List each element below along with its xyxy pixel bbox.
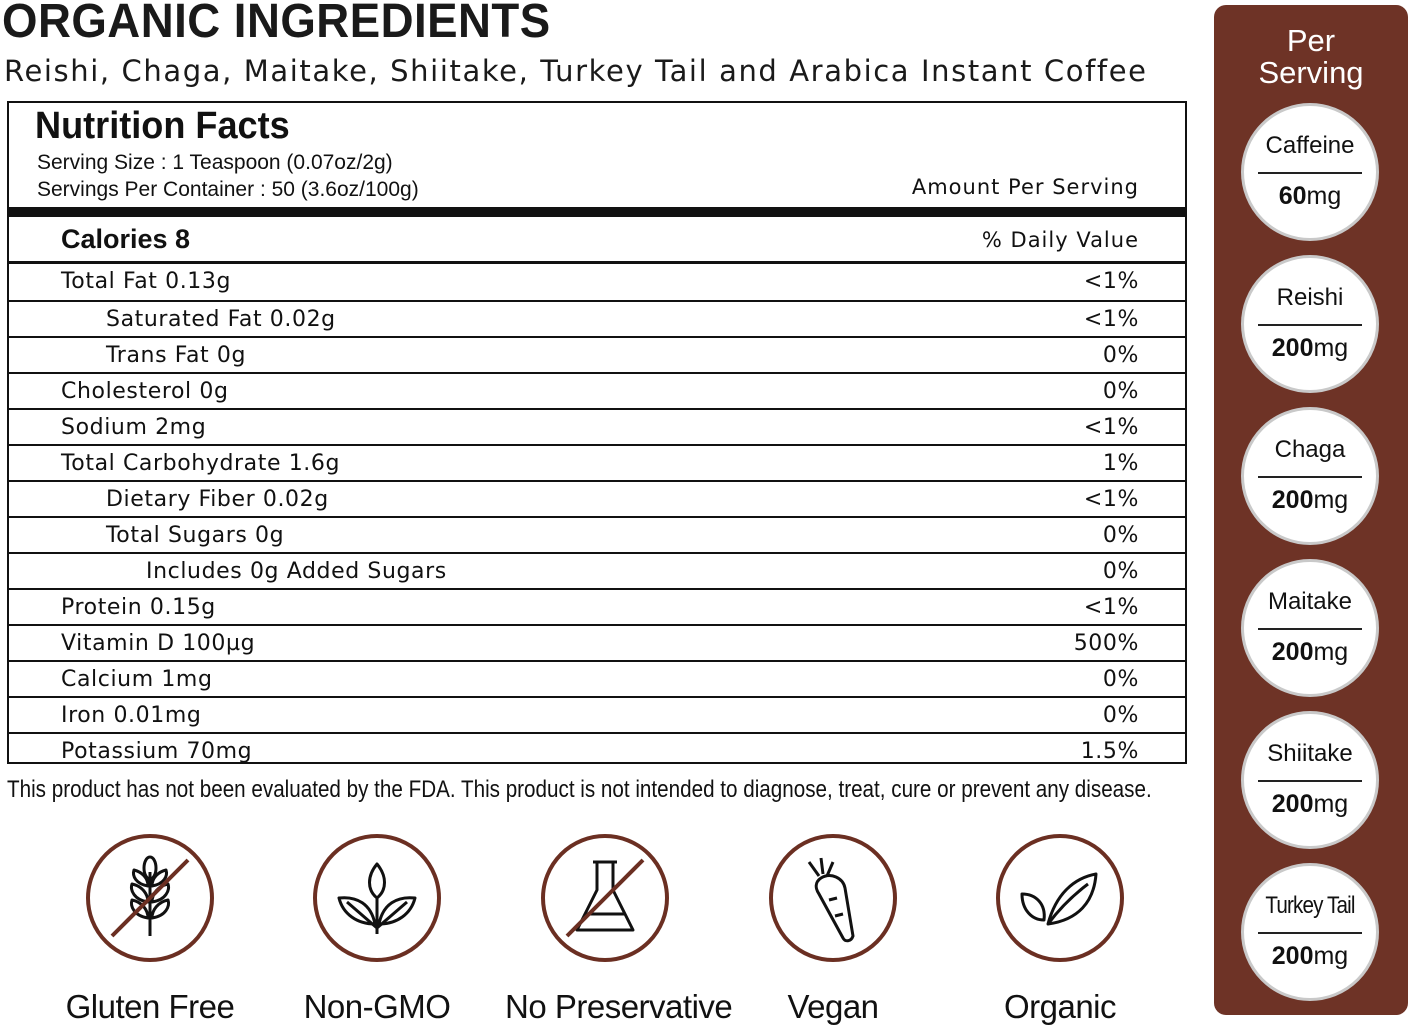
coin-divider [1258,780,1362,782]
nutrition-facts-panel [7,101,1187,764]
amount-unit: mg [1313,486,1349,514]
ingredient-amount [1244,638,1376,667]
amount-value: 200 [1271,942,1314,970]
page-title: ORGANIC INGREDIENTS [2,0,551,48]
per-serving-heading-line1: Per [1286,23,1336,58]
ingredient-coin [1241,407,1379,545]
per-serving-heading-line2: Serving [1258,55,1364,90]
nutrient-label: Dietary Fiber 0.02g [106,487,329,512]
nutrient-label: Iron 0.01mg [61,703,202,728]
badge-vegan [733,834,933,1026]
ingredients-subtitle: Reishi, Chaga, Maitake, Shiitake, Turkey Tail and Arabica Instant Coffee [4,54,1148,88]
ingredient-coin [1241,559,1379,697]
nutrient-label: Includes 0g Added Sugars [146,559,447,584]
amount-unit: mg [1313,790,1349,818]
nutrient-row [9,480,1185,516]
nutrient-daily-value: 500% [1073,631,1139,656]
amount-unit: mg [1313,942,1349,970]
nutrient-label: Saturated Fat 0.02g [106,307,336,332]
nutrient-label: Sodium 2mg [61,415,207,440]
coin-divider [1258,476,1362,478]
nutrient-row [9,624,1185,660]
serving-size: Serving Size : 1 Teaspoon (0.07oz/2g) [37,151,393,174]
nutrient-daily-value: <1% [1083,595,1139,620]
thick-divider [9,207,1185,217]
organic-leaf-icon [1000,838,1120,958]
amount-value: 200 [1271,638,1314,666]
ingredient-amount [1244,334,1376,363]
badge-label: No Preservative [505,988,733,1025]
nutrient-label: Potassium 70mg [61,739,253,764]
fda-disclaimer: This product has not been evaluated by the FDA. This product is not intended to diagnose, treat, cure or prevent any disease. [7,776,1152,803]
per-serving-panel [1214,5,1408,1015]
servings-per-container: Servings Per Container : 50 (3.6oz/100g) [37,178,419,201]
nutrient-table [9,264,1185,768]
nutrient-daily-value: 0% [1102,343,1139,368]
ingredient-name: Turkey Tail [1265,892,1355,919]
nutrient-daily-value: 1.5% [1080,739,1139,764]
ingredient-amount [1244,942,1376,971]
nutrient-label: Cholesterol 0g [61,379,229,404]
nutrient-daily-value: <1% [1083,415,1139,440]
nutrient-label: Calcium 1mg [61,667,213,692]
nutrient-row [9,660,1185,696]
nutrient-row [9,444,1185,480]
badge-label: Non-GMO [303,988,451,1025]
nutrient-row [9,408,1185,444]
badge-organic [960,834,1160,1026]
amount-value: 60 [1278,182,1307,210]
badge-label: Gluten Free [65,988,235,1025]
nutrient-daily-value: 0% [1102,379,1139,404]
coin-divider [1258,172,1362,174]
nutrient-row [9,588,1185,624]
nutrient-daily-value: 0% [1102,667,1139,692]
ingredient-amount [1244,182,1376,211]
ingredient-coin [1241,103,1379,241]
coin-divider [1258,628,1362,630]
nutrient-row [9,264,1185,300]
amount-unit: mg [1306,182,1342,210]
nutrient-label: Protein 0.15g [61,595,216,620]
amount-value: 200 [1271,486,1314,514]
ingredient-name: Reishi [1276,284,1344,311]
carrot-icon [773,838,893,958]
nutrient-row [9,696,1185,732]
ingredient-name: Shiitake [1267,740,1353,767]
nutrient-daily-value: 0% [1102,559,1139,584]
nutrient-row [9,336,1185,372]
nutrient-row [9,732,1185,768]
nutrient-label: Trans Fat 0g [106,343,247,368]
nutrient-daily-value: <1% [1083,269,1139,294]
nutrient-label: Total Carbohydrate 1.6g [61,451,341,476]
nutrient-row [9,552,1185,588]
ingredient-coin [1241,711,1379,849]
badge-no-preservative [505,834,733,1026]
badge-non-gmo [277,834,477,1026]
nutrient-label: Total Sugars 0g [106,523,285,548]
nutrient-daily-value: <1% [1083,307,1139,332]
nutrient-daily-value: 1% [1102,451,1139,476]
leaves-icon [317,838,437,958]
daily-value-header: % Daily Value [981,228,1139,252]
ingredient-amount [1244,486,1376,515]
nutrient-label: Vitamin D 100µg [61,631,256,656]
amount-value: 200 [1271,790,1314,818]
nutrient-row [9,516,1185,552]
ingredient-coin [1241,863,1379,1001]
coin-divider [1258,324,1362,326]
ingredient-name: Maitake [1267,588,1353,615]
per-serving-heading [1214,25,1408,89]
calories-row [9,217,1185,264]
nutrition-facts-title: Nutrition Facts [35,105,290,147]
amount-value: 200 [1271,334,1314,362]
nutrient-label: Total Fat 0.13g [61,269,232,294]
badge-label: Organic [1003,988,1117,1025]
nutrient-daily-value: <1% [1083,487,1139,512]
serving-info [37,149,419,203]
amount-per-serving-label: Amount Per Serving [911,175,1139,199]
flask-crossed-icon [545,838,665,958]
amount-unit: mg [1313,638,1349,666]
badge-gluten-free [50,834,250,1026]
ingredient-name: Chaga [1274,436,1346,463]
nutrient-daily-value: 0% [1102,523,1139,548]
coin-divider [1258,932,1362,934]
nutrient-row [9,300,1185,336]
badge-label: Vegan [787,988,879,1025]
nutrient-daily-value: 0% [1102,703,1139,728]
amount-unit: mg [1313,334,1349,362]
ingredient-amount [1244,790,1376,819]
wheat-crossed-icon [90,838,210,958]
ingredient-name: Caffeine [1265,132,1355,159]
calories-label: Calories 8 [61,224,191,254]
nutrient-row [9,372,1185,408]
ingredient-coin [1241,255,1379,393]
